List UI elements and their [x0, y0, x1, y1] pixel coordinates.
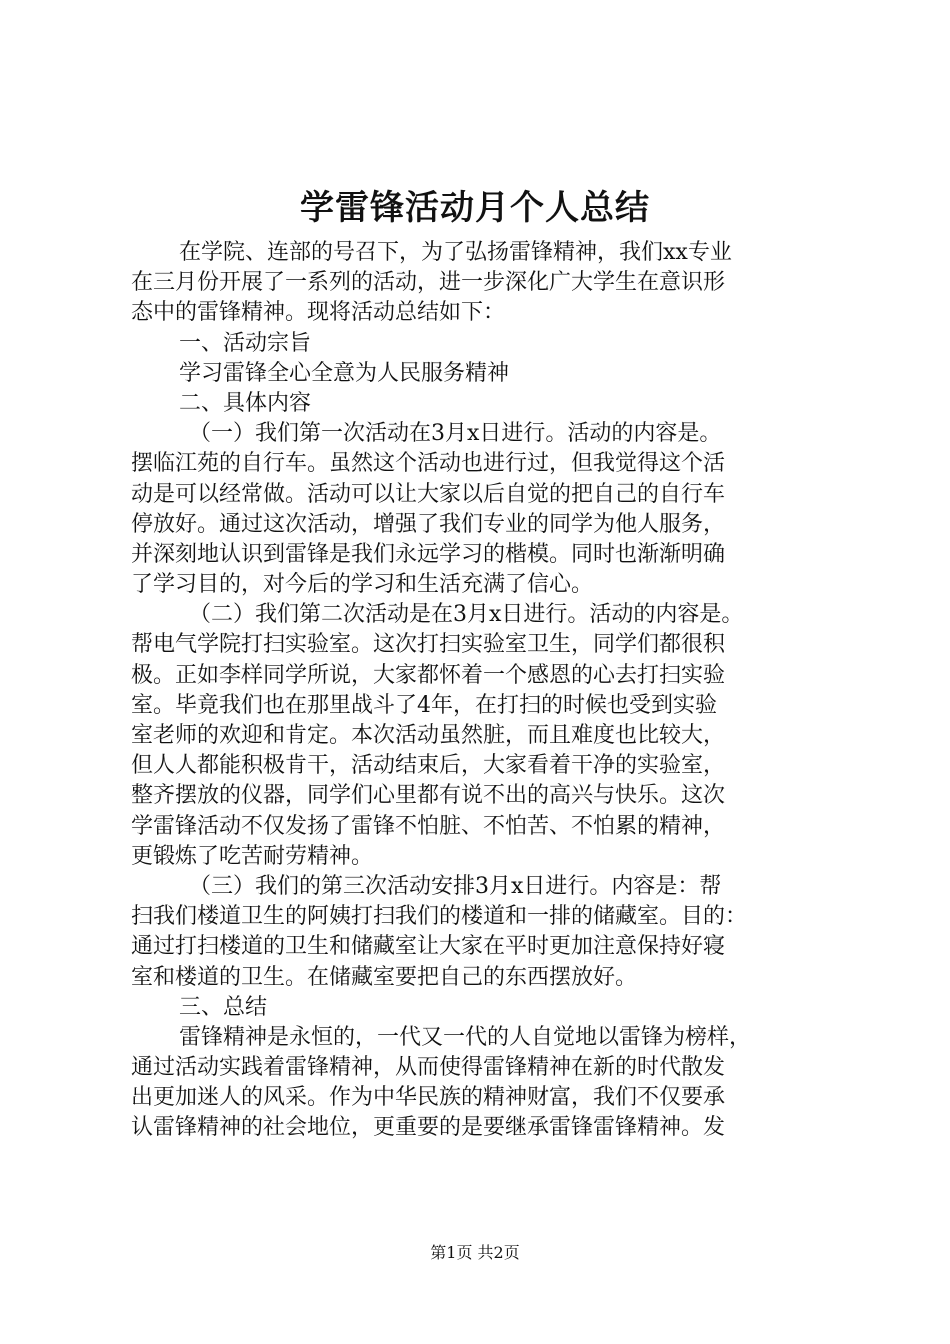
paragraph-line: 室和楼道的卫生。在储藏室要把自己的东西摆放好。	[131, 964, 638, 990]
section-heading: 三、总结	[179, 994, 268, 1020]
paragraph-line: （一）我们第一次活动在3月x日进行。活动的内容是。	[189, 421, 722, 447]
paragraph-line: （二）我们第二次活动是在3月x日进行。活动的内容是。	[189, 602, 744, 628]
paragraph-line: 整齐摆放的仪器，同学们心里都有说不出的高兴与快乐。这次	[131, 783, 726, 809]
paragraph-line: 雷锋精神是永恒的，一代又一代的人自觉地以雷锋为榜样，	[179, 1024, 752, 1050]
document-body	[131, 238, 831, 1144]
section-heading: 二、具体内容	[179, 390, 312, 416]
paragraph-line: 更锻炼了吃苦耐劳精神。	[131, 843, 374, 869]
paragraph-line: 学习雷锋全心全意为人民服务精神	[179, 360, 510, 386]
paragraph-line: 了学习目的，对今后的学习和生活充满了信心。	[131, 572, 594, 598]
paragraph-line: 但人人都能积极肯干，活动结束后，大家看着干净的实验室，	[131, 753, 726, 779]
paragraph-line: 通过打扫楼道的卫生和储藏室让大家在平时更加注意保持好寝	[131, 934, 726, 960]
paragraph-line: 出更加迷人的风采。作为中华民族的精神财富，我们不仅要承	[131, 1085, 726, 1111]
paragraph-line: 室。毕竟我们也在那里战斗了4年，在打扫的时候也受到实验	[131, 692, 717, 718]
section-heading: 一、活动宗旨	[179, 330, 312, 356]
document-title: 学雷锋活动月个人总结	[300, 188, 650, 228]
paragraph-line: 态中的雷锋精神。现将活动总结如下：	[131, 300, 506, 326]
paragraph-line: 在三月份开展了一系列的活动，进一步深化广大学生在意识形	[131, 270, 726, 296]
paragraph-line: 室老师的欢迎和肯定。本次活动虽然脏，而且难度也比较大，	[131, 723, 726, 748]
paragraph-line: 并深刻地认识到雷锋是我们永远学习的楷模。同时也渐渐明确	[131, 541, 726, 567]
page-number-footer: 第1页 共2页	[430, 1243, 520, 1262]
paragraph-line: 扫我们楼道卫生的阿姨打扫我们的楼道和一排的储藏室。目的：	[131, 904, 748, 930]
paragraph-line: 极。正如李样同学所说，大家都怀着一个感恩的心去打扫实验	[131, 662, 726, 688]
paragraph-line: （三）我们的第三次活动安排3月x日进行。内容是：帮	[189, 873, 722, 899]
paragraph-line: 停放好。通过这次活动，增强了我们专业的同学为他人服务，	[131, 511, 726, 537]
paragraph-line: 通过活动实践着雷锋精神，从而使得雷锋精神在新的时代散发	[131, 1055, 726, 1081]
paragraph-line: 认雷锋精神的社会地位，更重要的是要继承雷锋雷锋精神。发	[131, 1115, 726, 1141]
paragraph-line: 学雷锋活动不仅发扬了雷锋不怕脏、不怕苦、不怕累的精神，	[131, 813, 726, 839]
paragraph-line: 摆临江苑的自行车。虽然这个活动也进行过，但我觉得这个活	[131, 451, 726, 477]
paragraph-line: 动是可以经常做。活动可以让大家以后自觉的把自己的自行车	[131, 481, 726, 507]
paragraph-line: 帮电气学院打扫实验室。这次打扫实验室卫生，同学们都很积	[131, 632, 726, 658]
paragraph-line: 在学院、连部的号召下，为了弘扬雷锋精神，我们xx专业	[179, 240, 732, 265]
